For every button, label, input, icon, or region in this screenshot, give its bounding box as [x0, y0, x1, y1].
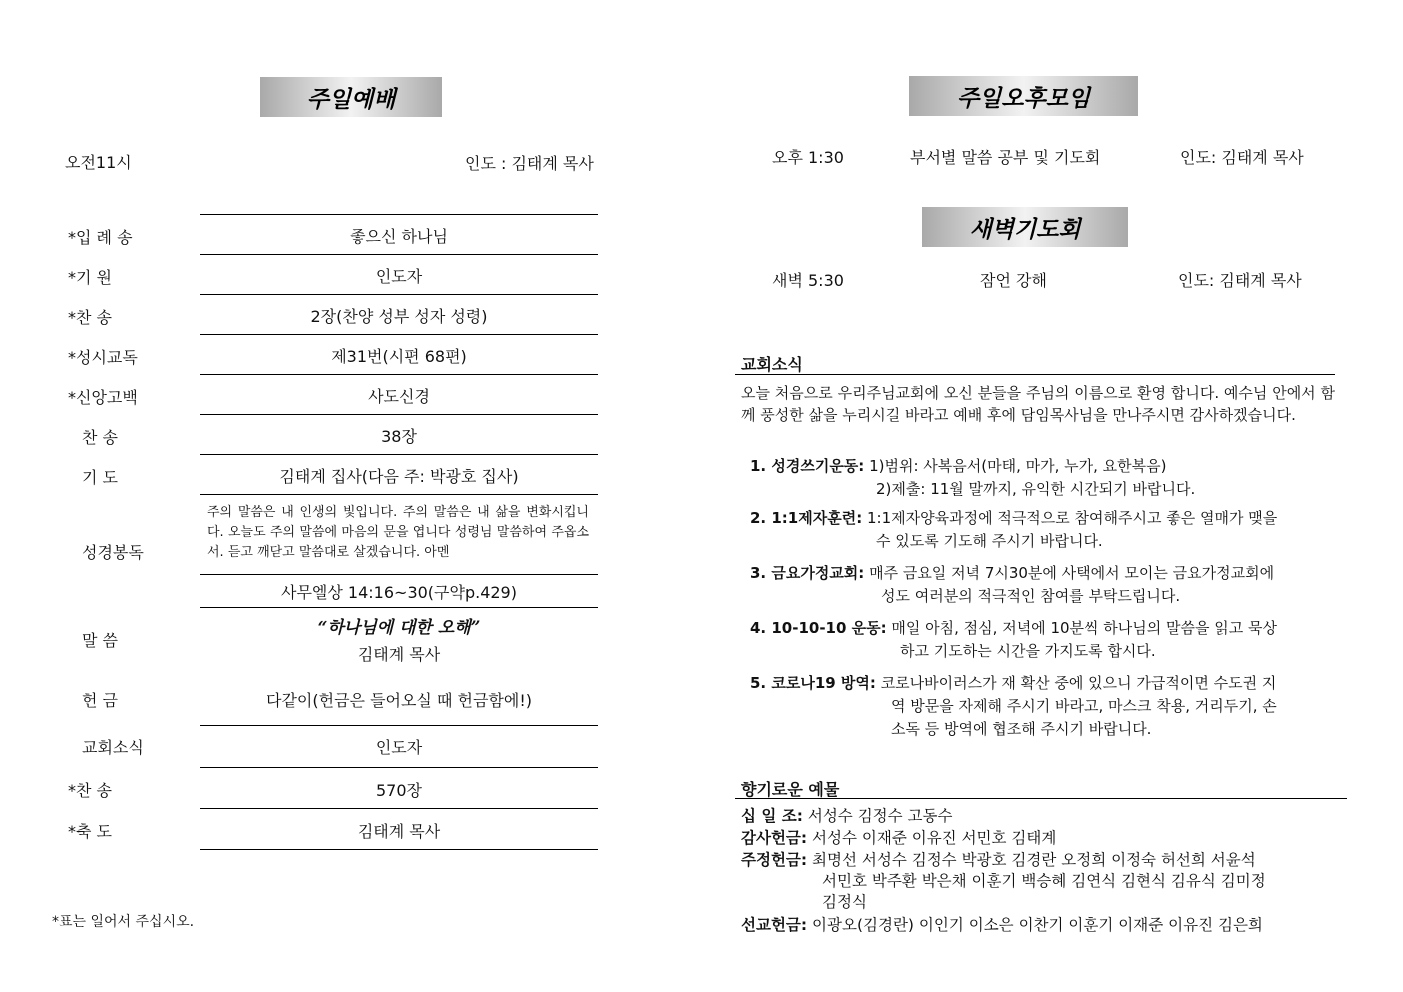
news-item-line: 소독 등 방역에 협조해 주시기 바랍니다.: [891, 720, 1152, 738]
dawn-leader: 인도: 김태계 목사: [1178, 271, 1302, 290]
news-item-line: 역 방문을 자제해 주시기 바라고, 마스크 착용, 거리두기, 손: [891, 697, 1277, 715]
rule: [200, 334, 598, 335]
item-label: *기 원: [68, 268, 112, 287]
offerings-title: 향기로운 예물: [741, 780, 840, 799]
news-item-3: [750, 562, 1274, 608]
sermon-preacher: 김태계 목사: [357, 645, 441, 664]
afternoon-desc: 부서별 말씀 공부 및 기도회: [910, 148, 1101, 167]
dawn-time: 새벽 5:30: [772, 271, 844, 290]
news-item-head: 4. 10-10-10 운동:: [750, 619, 887, 637]
benediction-label: *축 도: [68, 822, 112, 841]
news-item-head: 5. 코로나19 방역:: [750, 674, 876, 692]
news-item-line: 코로나바이러스가 재 확산 중에 있으니 가급적이면 수도권 지: [880, 674, 1277, 692]
rule: [200, 607, 598, 608]
item-label: 찬 송: [82, 428, 118, 447]
news-item-line: 하고 기도하는 시간을 가지도록 합시다.: [900, 642, 1156, 660]
offering-names: 서민호 박주환 박은채 이훈기 백승혜 김연식 김현식 김유식 김미정: [822, 872, 1266, 890]
rule: [200, 374, 598, 375]
item-label: *찬 송: [68, 308, 112, 327]
news-item-5: [750, 672, 1277, 741]
rule: [200, 454, 598, 455]
afternoon-banner: 주일오후모임: [909, 76, 1138, 116]
rule: [200, 574, 598, 575]
item-label: 기 도: [82, 468, 118, 487]
news-item-head: 2. 1:1제자훈련:: [750, 509, 863, 527]
news-item-line: 1)범위: 사복음서(마태, 마가, 누가, 요한복음): [869, 457, 1167, 475]
offering-head: 주정헌금:: [741, 851, 808, 869]
news-value: 인도자: [375, 738, 423, 757]
news-item-line: 매일 아침, 점심, 저녁에 10분씩 하나님의 말씀을 읽고 묵상: [891, 619, 1277, 637]
rule: [200, 214, 598, 215]
offering-names: 서성수 이재준 이유진 서민호 김태계: [812, 829, 1057, 847]
offering-value: 다같이(헌금은 들어오실 때 헌금함에!): [266, 691, 532, 710]
reading-label: 성경봉독: [82, 543, 144, 562]
offering-head: 십 일 조:: [741, 807, 803, 825]
offering-head: 감사헌금:: [741, 829, 808, 847]
rule: [200, 725, 598, 726]
sermon-label: 말 씀: [82, 631, 118, 650]
rule: [200, 254, 598, 255]
benediction-value: 김태계 목사: [357, 822, 441, 841]
news-label: 교회소식: [82, 738, 144, 757]
worship-time: 오전11시: [65, 153, 132, 172]
offering-names: 서성수 김정수 고동수: [807, 807, 953, 825]
news-item-head: 3. 금요가정교회:: [750, 564, 865, 582]
item-value: 인도자: [375, 267, 423, 286]
item-value: 김태계 집사(다음 주: 박광호 집사): [279, 467, 519, 486]
reading-passage: 사무엘상 14:16~30(구약p.429): [281, 583, 517, 602]
item-value: 2장(찬양 성부 성자 성령): [310, 307, 488, 326]
news-intro: 오늘 처음으로 우리주님교회에 오신 분들을 주님의 이름으로 환영 합니다. 예수님 안에서 함께 풍성한 삶을 누리시길 바라고 예배 후에 담임목사님을 만나주시면 감사하겠습니다.: [741, 384, 1335, 424]
offering-label: 헌 금: [82, 691, 118, 710]
item-label: *성시교독: [68, 348, 138, 367]
offerings-rule: [735, 798, 1347, 799]
reading-prayer: 주의 말씀은 내 인생의 빛입니다. 주의 말씀은 내 삶을 변화시킵니다. 오늘도 주의 말씀에 마음의 문을 엽니다 성령님 말씀하여 주옵소서. 듣고 깨닫고 말씀대로 살겠습니다. 아멘: [207, 505, 589, 560]
news-item-4: [750, 617, 1277, 663]
hymn-value: 570장: [376, 781, 422, 800]
hymn-label: *찬 송: [68, 781, 112, 800]
sunday-worship-banner: 주일예배: [260, 77, 442, 117]
offering-names: 이광오(김경란) 이인기 이소은 이찬기 이훈기 이재준 이유진 김은희: [812, 916, 1263, 934]
worship-leader: 인도 : 김태계 목사: [465, 154, 594, 173]
news-item-line: 2)제출: 11월 말까지, 유익한 시간되기 바랍니다.: [876, 480, 1196, 498]
offering-row-weekly: [741, 850, 1266, 913]
offering-row-thanks: [741, 828, 1056, 849]
offering-row-tithe: [741, 806, 952, 827]
news-rule: [735, 374, 1335, 375]
news-title: 교회소식: [741, 355, 803, 374]
footnote: *표는 일어서 주십시오.: [52, 914, 195, 930]
news-item-head: 1. 성경쓰기운동:: [750, 457, 865, 475]
rule: [200, 414, 598, 415]
offering-names: 김정식: [822, 893, 867, 911]
item-value: 사도신경: [368, 387, 430, 406]
news-item-1: [750, 455, 1195, 501]
afternoon-leader: 인도: 김태계 목사: [1180, 148, 1304, 167]
news-item-line: 1:1제자양육과정에 적극적으로 참여해주시고 좋은 열매가 맺을: [866, 509, 1278, 527]
item-value: 38장: [381, 427, 417, 446]
offering-head: 선교헌금:: [741, 916, 808, 934]
item-label: *입 례 송: [68, 228, 133, 247]
sermon-title: “하나님에 대한 오해”: [317, 618, 481, 638]
item-value: 제31번(시편 68편): [331, 347, 467, 366]
news-item-line: 수 있도록 기도해 주시기 바랍니다.: [876, 532, 1103, 550]
dawn-banner: 새벽기도회: [922, 207, 1128, 247]
news-item-2: [750, 507, 1277, 553]
item-label: *신앙고백: [68, 388, 138, 407]
offering-row-mission: [741, 915, 1263, 936]
offering-names: 최명선 서성수 김정수 박광호 김경란 오정희 이정숙 허선희 서윤석: [812, 851, 1256, 869]
afternoon-time: 오후 1:30: [772, 148, 844, 167]
rule: [200, 808, 598, 809]
rule: [200, 849, 598, 850]
item-value: 좋으신 하나님: [350, 227, 448, 246]
rule: [200, 767, 598, 768]
rule: [200, 494, 598, 495]
news-item-line: 성도 여러분의 적극적인 참여를 부탁드립니다.: [881, 587, 1181, 605]
dawn-desc: 잠언 강해: [980, 271, 1047, 290]
rule: [200, 294, 598, 295]
news-item-line: 매주 금요일 저녁 7시30분에 사택에서 모이는 금요가정교회에: [869, 564, 1275, 582]
